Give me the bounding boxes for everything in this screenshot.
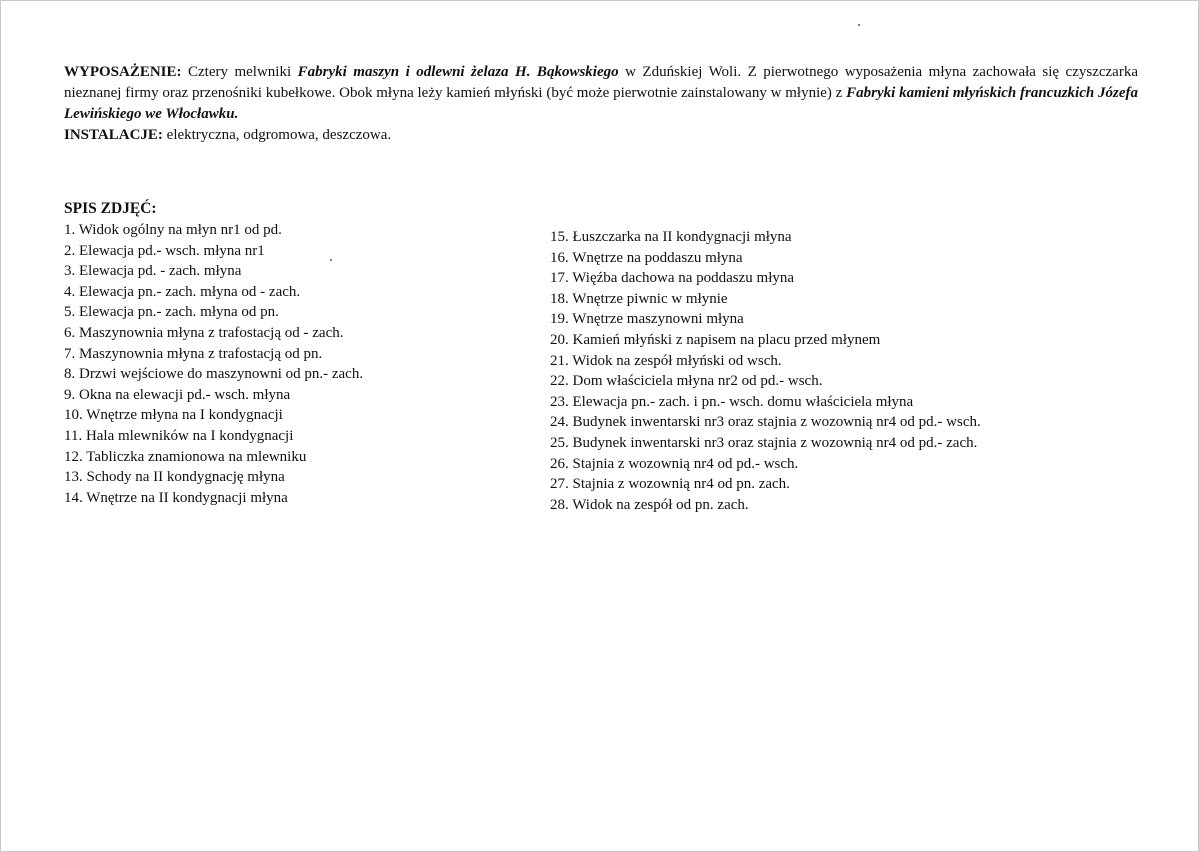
photo-list-item: 22. Dom właściciela młyna nr2 od pd.- wsch. [550, 373, 823, 390]
equipment-paragraph [64, 62, 1138, 125]
photo-list-item: 14. Wnętrze na II kondygnacji młyna [64, 489, 288, 506]
photo-list-item: 28. Widok na zespół od pn. zach. [550, 496, 749, 513]
photo-list-title: SPIS ZDJĘĆ: [64, 200, 157, 217]
photo-list-item: 1. Widok ogólny na młyn nr1 od pd. [64, 222, 282, 238]
photo-list-item: 20. Kamień młyński z napisem na placu przed młynem [550, 331, 881, 348]
photo-list-item: 19. Wnętrze maszynowni młyna [550, 311, 744, 328]
photo-list-item: 5. Elewacja pn.- zach. młyna od pn. [64, 304, 279, 321]
photo-list-item: 25. Budynek inwentarski nr3 oraz stajnia z wozownią nr4 od pd.- zach. [550, 434, 978, 451]
photo-list-item: 15. Łuszczarka na II kondygnacji młyna [550, 229, 792, 245]
photo-list-item: 26. Stajnia z wozownią nr4 od pd.- wsch. [550, 455, 799, 472]
photo-list-item: 7. Maszynownia młyna z trafostacją od pn. [64, 345, 323, 362]
photo-list-item: 12. Tabliczka znamionowa na mlewniku [64, 448, 307, 465]
photo-list-item: 13. Schody na II kondygnację młyna [64, 469, 285, 486]
photo-list-item: 21. Widok na zespół młyński od wsch. [550, 352, 782, 369]
photo-list-item: 24. Budynek inwentarski nr3 oraz stajnia z wozownią nr4 od pd.- wsch. [550, 414, 981, 431]
photo-list-item: 27. Stajnia z wozownią nr4 od pn. zach. [550, 476, 790, 493]
photo-list-item: 4. Elewacja pn.- zach. młyna od - zach. [64, 283, 301, 300]
equipment-factory-1: Fabryki maszyn i odlewni żelaza H. Bąkowskiego [297, 64, 619, 80]
photo-list-item: 16. Wnętrze na poddaszu młyna [550, 249, 743, 266]
installations-text: elektryczna, odgromowa, deszczowa. [162, 127, 392, 143]
photo-list-item: 2. Elewacja pd.- wsch. młyna nr1 [64, 242, 265, 259]
installations-paragraph [64, 125, 1138, 146]
photo-list-right [550, 227, 981, 515]
photo-list-item: 18. Wnętrze piwnic w młynie [550, 290, 728, 307]
photo-list-item: 3. Elewacja pd. - zach. młyna [64, 263, 242, 280]
equipment-text-2: w Zduńskiej Woli. Z pierwotnego wyposażenia młyna zachowała się czyszczarka nieznanej firmy oraz przenośniki kubełkowe. Obok młyna leży kamień młyński (być może pierwotnie zainstalowany w młynie) z [64, 64, 1138, 101]
photo-list-item: 17. Więźba dachowa na poddaszu młyna [550, 270, 795, 287]
description-section [64, 62, 1138, 146]
photo-list-item: 9. Okna na elewacji pd.- wsch. młyna [64, 386, 291, 403]
installations-label: INSTALACJE: [64, 127, 163, 143]
equipment-factory-2: Fabryki kamieni młyńskich francuzkich Józefa Lewińskiego we Włocławku. [64, 85, 1138, 122]
photo-list-item: 10. Wnętrze młyna na I kondygnacji [64, 407, 283, 424]
equipment-text-1: Cztery melwniki [181, 64, 298, 80]
scan-speck [858, 24, 860, 26]
photo-list-left [64, 220, 363, 508]
equipment-label: WYPOSAŻENIE: [64, 64, 182, 80]
photo-list-item: 11. Hala mlewników na I kondygnacji [64, 427, 294, 444]
photo-list-item: 23. Elewacja pn.- zach. i pn.- wsch. domu właściciela młyna [550, 393, 914, 410]
photo-list-item: 6. Maszynownia młyna z trafostacją od - zach. [64, 324, 344, 341]
photo-list-item: 8. Drzwi wejściowe do maszynowni od pn.- zach. [64, 366, 364, 383]
